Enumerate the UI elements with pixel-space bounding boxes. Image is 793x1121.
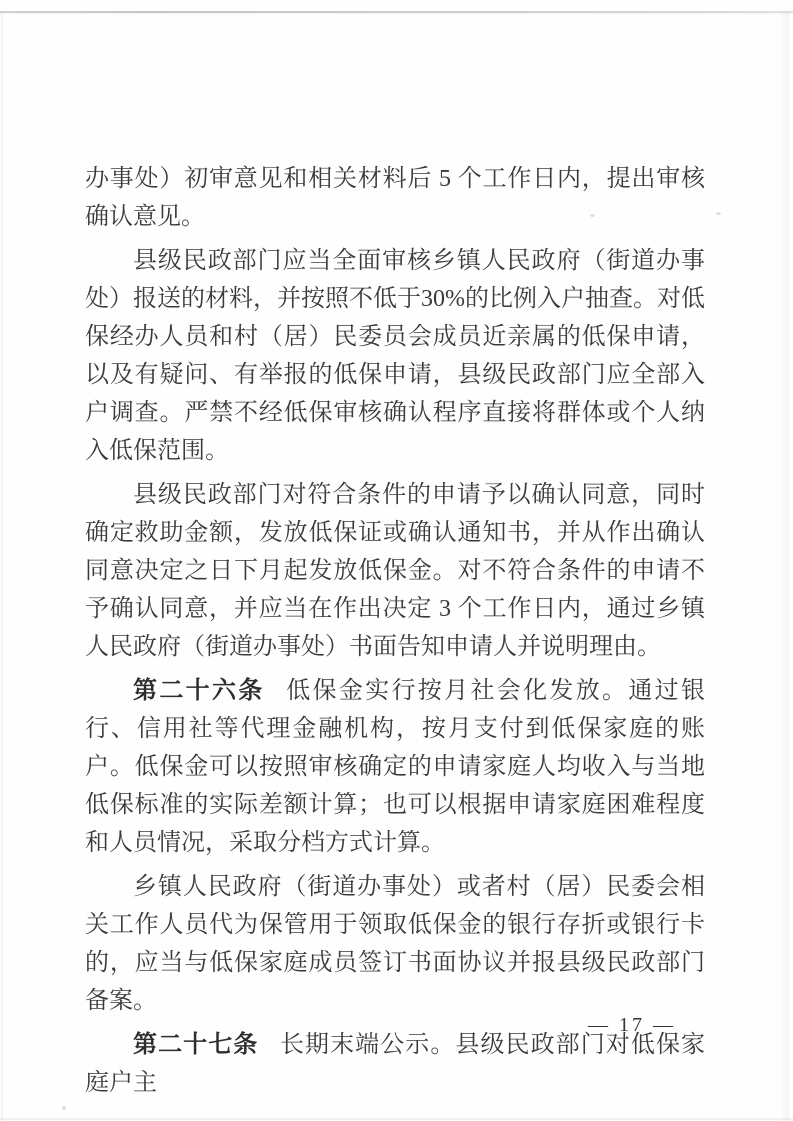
document-body: [85, 160, 705, 1108]
article-27-number: 第二十七条: [133, 1032, 259, 1058]
scan-edge-right-shadow: [779, 12, 789, 1121]
paragraph-article-27: [85, 1026, 705, 1102]
paragraph-county-review: 县级民政部门应当全面审核乡镇人民政府（街道办事处）报送的材料，并按照不低于30%的比例入户抽查。对低保经办人员和村（居）民委员会成员近亲属的低保申请，以及有疑问、有举报的低保申请，县级民政部门应全部入户调查。严禁不经低保审核确认程序直接将群体或个人纳入低保范围。: [85, 248, 705, 464]
scan-edge-top-line: [0, 11, 793, 13]
article-27-text: 长期末端公示。县级民政部门对低保家庭户主: [85, 1032, 706, 1096]
article-26-text: 低保金实行按月社会化发放。通过银行、信用社等代理金融机构，按月支付到低保家庭的账户。低保金可以按照审核确定的申请家庭人均收入与当地低保标准的实际差额计算；也可以根据申请家庭困难程度和人员情况，采取分档方式计算。: [85, 678, 706, 856]
paragraph-bankbook-custody: 乡镇人民政府（街道办事处）或者村（居）民委会相关工作人员代为保管用于领取低保金的银行存折或银行卡的，应当与低保家庭成员签订书面协议并报县级民政部门备案。: [85, 874, 705, 1014]
scan-edge-left-line: [1, 12, 3, 1121]
scan-speck: [62, 1106, 66, 1110]
paragraph-article-26: [85, 672, 705, 862]
page-number: — 17 —: [588, 1014, 676, 1036]
article-26-number: 第二十六条: [133, 678, 265, 704]
scan-speck: [716, 212, 721, 215]
scan-edge-bottom-line: [0, 1118, 793, 1120]
paragraph-county-confirmation: 县级民政部门对符合条件的申请予以确认同意，同时确定救助金额，发放低保证或确认通知书，并从作出确认同意决定之日下月起发放低保金。对不符合条件的申请不予确认同意，并应当在作出决定 3 个工作日内，通过乡镇人民政府（街道办事处）书面告知申请人并说明理由。: [85, 482, 705, 660]
paragraph-continuation: 办事处）初审意见和相关材料后 5 个工作日内，提出审核确认意见。: [85, 166, 705, 230]
